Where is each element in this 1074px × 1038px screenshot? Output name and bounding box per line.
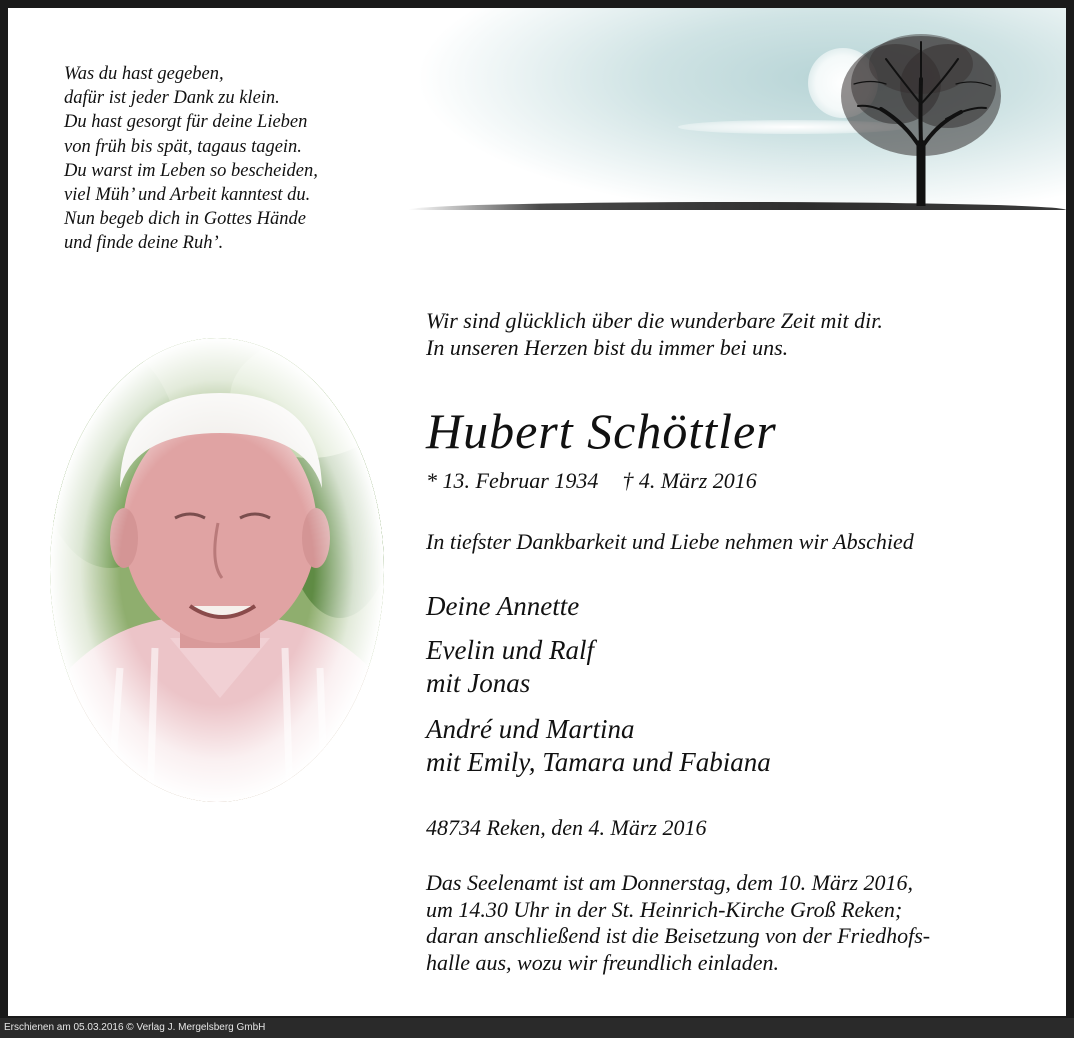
poem-line: von früh bis spät, tagaus tagein. (64, 136, 302, 157)
place-and-date: 48734 Reken, den 4. März 2016 (426, 815, 707, 840)
service-line: halle aus, wozu wir freundlich einladen. (426, 949, 779, 975)
deceased-name: Hubert Schöttler (426, 403, 777, 459)
photo-vignette (50, 338, 384, 802)
life-dates (426, 467, 757, 495)
poem-line: Du hast gesorgt für deine Lieben (64, 112, 308, 133)
intro-verse (426, 307, 883, 361)
intro-line: In unseren Herzen bist du immer bei uns. (426, 335, 789, 360)
intro-line: Wir sind glücklich über die wunderbare Zeit mit dir. (426, 308, 883, 333)
farewell-line: In tiefster Dankbarkeit und Liebe nehmen wir Abschied (426, 529, 914, 554)
poem-line: viel Müh’ und Arbeit kanntest du. (64, 185, 311, 206)
tree-landscape-illustration (408, 8, 1066, 216)
service-line: daran anschließend ist die Beisetzung von der Friedhofs- (426, 923, 931, 948)
portrait-photo (50, 338, 384, 802)
mourner-line: mit Emily, Tamara und Fabiana (426, 747, 771, 777)
poem-line: Was du hast gegeben, (64, 64, 224, 84)
birth-date: * 13. Februar 1934 (426, 468, 599, 493)
mourner-line: Deine Annette (426, 591, 580, 621)
mourner-line: André und Martina (426, 714, 635, 744)
service-line: um 14.30 Uhr in der St. Heinrich-Kirche Groß Reken; (426, 896, 903, 922)
poem-line: Nun begeb dich in Gottes Hände (64, 209, 306, 230)
poem-line: Du warst im Leben so bescheiden, (64, 160, 318, 181)
service-line: Das Seelenamt ist am Donnerstag, dem 10. März 2016, (426, 870, 914, 895)
publication-footer: Erschienen am 05.03.2016 © Verlag J. Mergelsberg GmbH (0, 1018, 1074, 1038)
poem-line: dafür ist jeder Dank zu klein. (64, 88, 280, 109)
mourner-line: Evelin und Ralf (426, 635, 594, 665)
obituary-notice (8, 8, 1066, 1016)
poem (64, 62, 404, 256)
funeral-service-info (426, 870, 930, 976)
mourner-line: mit Jonas (426, 668, 531, 698)
tree-icon (836, 24, 1006, 206)
death-date: † 4. März 2016 (622, 468, 757, 493)
poem-line: und finde deine Ruh’. (64, 233, 224, 254)
